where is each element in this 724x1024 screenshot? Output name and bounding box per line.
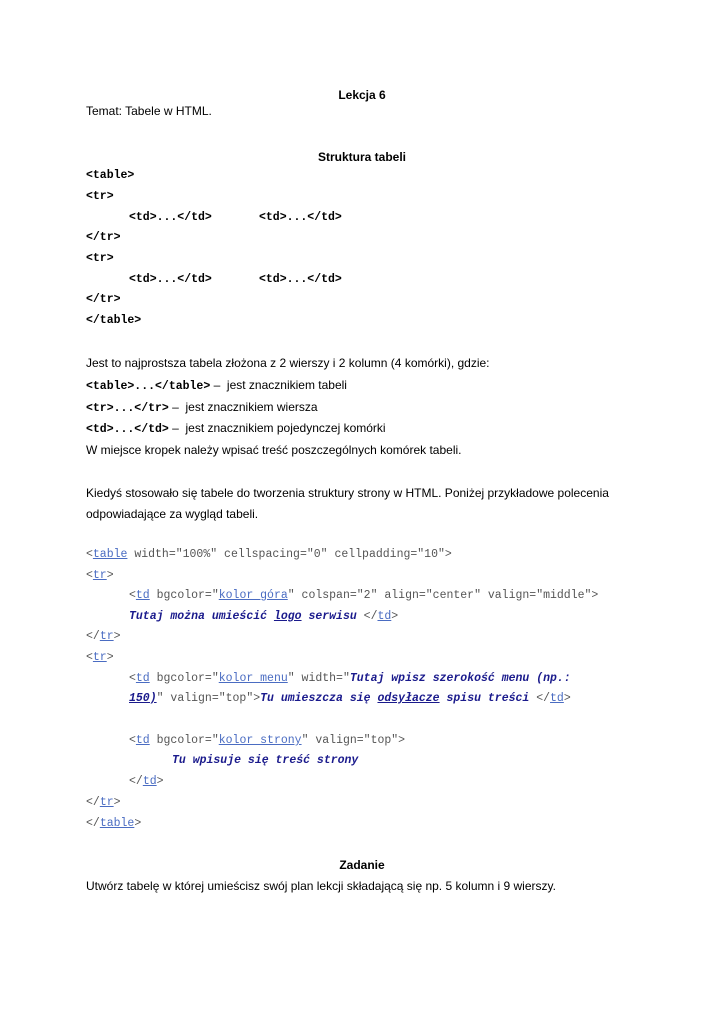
structure-line: </table> [86, 314, 142, 327]
structure-heading: Struktura tabeli [317, 150, 407, 164]
history-line: Kiedyś stosowało się tabele do tworzenia struktury strony w HTML. Poniżej przykładowe polecenia [86, 486, 609, 500]
code-line: <tr> [86, 651, 114, 664]
tag-code: <tr>...</tr> [86, 402, 169, 415]
history-line: odpowiadające za wygląd tabeli. [86, 507, 259, 521]
code-line: </tr> [86, 796, 121, 809]
code-line: 150)" valign="top">Tu umieszcza się odsyłacze spisu treści </td> [129, 692, 571, 705]
topic-line: Temat: Tabele w HTML. [86, 104, 212, 118]
tag-explanation: – jest znacznikiem wiersza [168, 400, 318, 414]
structure-line: </tr> [86, 293, 121, 306]
structure-line: <td>...</td> [129, 211, 212, 224]
description-item [86, 377, 347, 395]
structure-line: </tr> [86, 231, 121, 244]
code-line: <table width="100%" cellspacing="0" cellpadding="10"> [86, 548, 452, 561]
structure-line: <table> [86, 169, 135, 182]
description-item [86, 420, 386, 438]
code-line: </td> [129, 775, 164, 788]
page-title: Lekcja 6 [338, 88, 386, 102]
tag-explanation: – jest znacznikiem pojedynczej komórki [168, 421, 386, 435]
structure-line: <td>...</td> [259, 273, 342, 286]
structure-line: <td>...</td> [259, 211, 342, 224]
code-line: Tutaj można umieścić logo serwisu </td> [129, 610, 399, 623]
code-line: <tr> [86, 569, 114, 582]
code-line: Tu wpisuje się treść strony [172, 754, 359, 767]
description-intro: Jest to najprostsza tabela złożona z 2 wierszy i 2 kolumn (4 komórki), gdzie: [86, 356, 490, 370]
code-line: <td bgcolor="kolor strony" valign="top"> [129, 734, 406, 747]
code-line: </table> [86, 817, 142, 830]
code-line: </tr> [86, 630, 121, 643]
task-heading: Zadanie [339, 858, 385, 872]
description-item [86, 399, 318, 417]
description-note: W miejsce kropek należy wpisać treść poszczególnych komórek tabeli. [86, 443, 462, 457]
tag-code: <td>...</td> [86, 423, 169, 436]
code-line: <td bgcolor="kolor góra" colspan="2" align="center" valign="middle"> [129, 589, 599, 602]
code-line: <td bgcolor="kolor menu" width="Tutaj wpisz szerokość menu (np.: [129, 672, 571, 685]
tag-explanation: – jest znacznikiem tabeli [210, 378, 347, 392]
structure-line: <tr> [86, 252, 114, 265]
structure-line: <tr> [86, 190, 114, 203]
tag-code: <table>...</table> [86, 380, 211, 393]
structure-line: <td>...</td> [129, 273, 212, 286]
task-text: Utwórz tabelę w której umieścisz swój plan lekcji składającą się np. 5 kolumn i 9 wierszy. [86, 879, 556, 893]
